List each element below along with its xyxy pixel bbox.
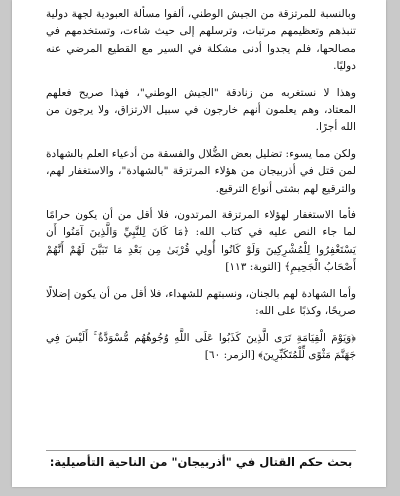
paragraph-mercenaries: وبالنسبة للمرتزقة من الجيش الوطني، ألفوا مسألة العبودية لجهة دولية تنبذهم وتعظيمهم مرتبات، وترسلهم إلى حيث شاءت، وتستخدمهم في مصالحها، فلم يجدوا أدنى مشكلة في السير مع القطيع المرضي عنه دوليًا. <box>46 8 356 73</box>
paragraph-martyrdom-claim: وأما الشهادة لهم بالجنان، ونسبتهم للشهداء، فلا أقل من أن يكون إضلالًا صريحًا، وكذبًا على الله: <box>46 287 356 318</box>
paragraph-istighfar-ruling: فأما الاستغفار لهؤلاء المرتزقة المرتدون، فلا أقل من أن يكون حرامًا لما جاء النص عليه في كتاب الله: ﴿مَا كَانَ لِلنَّبِيِّ وَالَّذِينَ آمَنُوا أَن يَسْتَغْفِرُوا لِلْمُشْرِكِينَ وَلَوْ كَانُوا أُولِي قُرْبَىٰ مِن بَعْدِ مَا تَبَيَّنَ لَهُمْ أَنَّهُمْ أَصْحَابُ الْجَحِيمِ﴾ [التوبة: ١١٣] <box>46 209 356 274</box>
paragraph-what-is-bad: ولكن مما يسوء: تضليل بعض الضُّلال والفسقة من أدعياء العلم بالشهادة لمن قتل في أذربيجان من هؤلاء المرتزقة "بالشهادة"، والاستغفار لهم، والترقيع لهم بشتى أنواع الترقيع. <box>46 147 356 195</box>
section-heading: بحث حكم القتال في "أذربيجان" من الناحية التأصيلية: <box>46 450 356 469</box>
document-page <box>12 0 386 487</box>
document-body <box>46 6 356 376</box>
paragraph-not-surprising: وهذا لا نستغربه من زنادقة "الجيش الوطني"، فهذا صريح فعلهم المعتاد، وهم يعلمون أنهم خارجون في سبيل الارتزاق، ولا يرجون من الله أجرًا. <box>46 86 356 134</box>
quran-verse-zumar: ﴿وَيَوْمَ الْقِيَامَةِ تَرَى الَّذِينَ كَذَبُوا عَلَى اللَّهِ وُجُوهُهُم مُّسْوَدَّةٌ ۚ أَلَيْسَ فِي جَهَنَّمَ مَثْوًى لِّلْمُتَكَبِّرِينَ﴾ [الزمر: ٦٠] <box>46 331 356 361</box>
